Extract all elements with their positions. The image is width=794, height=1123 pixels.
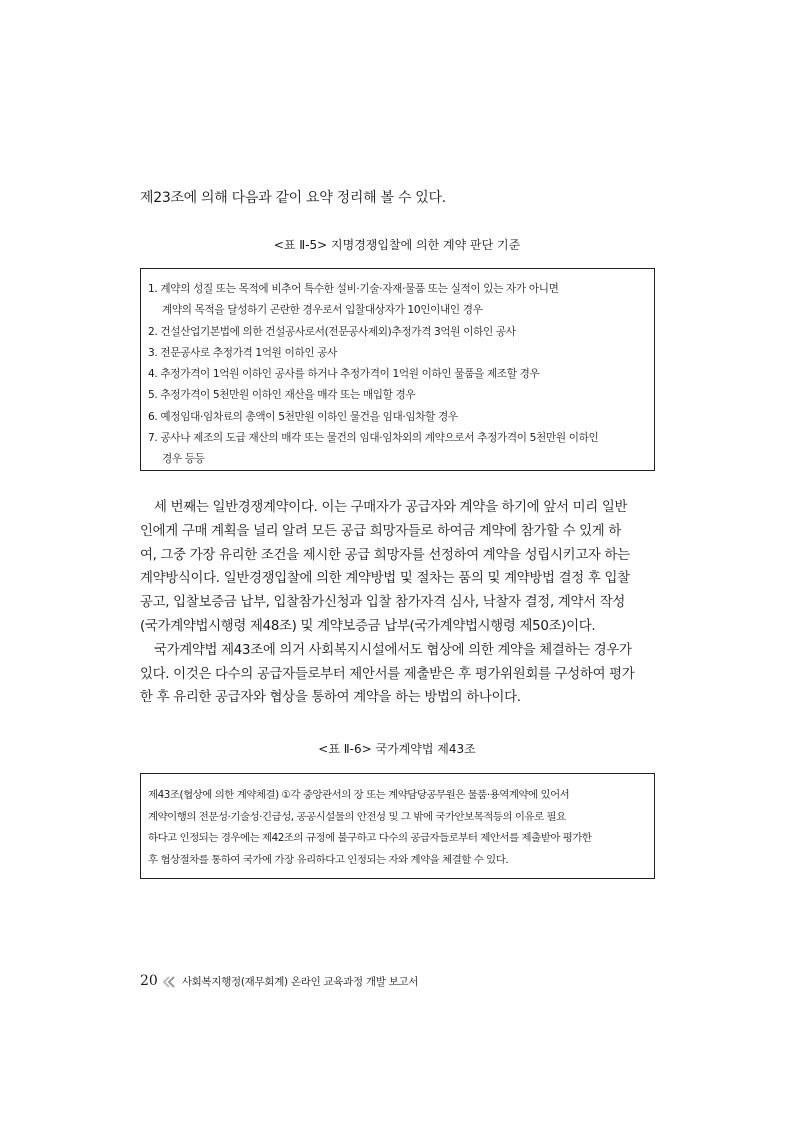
law-text-line: 계약이행의 전문성·기술성·긴급성, 공공시설물의 안전성 및 그 밖에 국가안보목적등의 이유로 필요 (148, 810, 566, 823)
intro-sentence: 제23조에 의해 다음과 같이 요약 정리해 볼 수 있다. (140, 190, 446, 206)
paragraph-line: 국가계약법 제43조에 의거 사회복지시설에서도 협상에 의한 계약을 체결하는 경우가 (154, 642, 632, 658)
law-text-line: 제43조(협상에 의한 계약체결) ①각 중앙관서의 장 또는 계약담당공무원은 물품·용역계약에 있어서 (148, 789, 570, 801)
criteria-item-7-continuation: 경우 등등 (162, 453, 205, 466)
paragraph-line: 공고, 입찰보증금 납부, 입찰참가신청과 입찰 참가자격 심사, 낙찰자 결정, 계약서 작성 (140, 595, 625, 611)
criteria-item-5: 5. 추정가격이 5천만원 이하인 재산을 매각 또는 매입할 경우 (148, 389, 416, 402)
criteria-item-2: 2. 건설산업기본법에 의한 건설공사로서(전문공사제외)추정가격 3억원 이하인 공사 (148, 325, 516, 338)
table-5-caption: <표 Ⅱ-5> 지명경쟁입찰에 의한 계약 판단 기준 (273, 238, 521, 252)
law-text-line: 하다고 인정되는 경우에는 제42조의 규정에 불구하고 다수의 공급자들로부터 제안서를 제출받아 평가한 (148, 832, 592, 844)
law-text-line: 후 협상절차를 통하여 국가에 가장 유리하다고 인정되는 자와 계약을 체결할 수 있다. (148, 853, 509, 866)
double-chevron-left-icon (162, 974, 176, 988)
criteria-item-3: 3. 전문공사로 추정가격 1억원 이하인 공사 (148, 346, 338, 359)
criteria-item-1-text: 1. 계약의 성질 또는 목적에 비추어 특수한 설비·기술·자재·물품 또는 실적이 있는 자가 아니면 (148, 283, 559, 295)
paragraph-line: 한 후 유리한 공급자와 협상을 통하여 계약을 하는 방법의 하나이다. (140, 690, 521, 706)
paragraph-line: 세 번째는 일반경쟁계약이다. 이는 구매자가 공급자와 계약을 하기에 앞서 미리 일반 (154, 500, 628, 515)
criteria-item-7-text: 7. 공사나 제조의 도급 재산의 매각 또는 물건의 임대·임차외의 계약으로서 추정가격이 5천만원 이하인 (148, 432, 599, 445)
table-6-caption: <표 Ⅱ-6> 국가계약법 제43조 (318, 742, 476, 756)
criteria-item-6: 6. 예정임대·임차료의 총액이 5천만원 이하인 물건을 임대·임차할 경우 (148, 410, 458, 423)
criteria-item-4: 4. 추정가격이 1억원 이하인 공사를 하거나 추정가격이 1억원 이하인 물품을 제조할 경우 (148, 368, 540, 381)
paragraph-line: 계약방식이다. 일반경쟁입찰에 의한 계약방법 및 절차는 품의 및 계약방법 결정 후 입찰 (140, 571, 630, 587)
criteria-item-1-continuation: 계약의 목적을 달성하기 곤란한 경우로서 입찰대상자가 10인이내인 경우 (162, 304, 483, 317)
criteria-item-1 (148, 279, 648, 322)
table-6-box (140, 773, 655, 879)
table-5-box (140, 268, 655, 471)
paragraph-line: 인에게 구매 계획을 널리 알려 모든 공급 희망자들로 하여금 계약에 참가할 수 있게 하 (140, 523, 622, 539)
report-title: 사회복지행정(재무회계) 온라인 교육과정 개발 보고서 (181, 975, 419, 988)
body-paragraphs (140, 496, 660, 710)
paragraph-line: 있다. 이것은 다수의 공급자들로부터 제안서를 제출받은 후 평가위원회를 구성하여 평가 (140, 666, 635, 682)
paragraph-line: 여, 그중 가장 유리한 조건을 제시한 공급 희망자를 선정하여 계약을 성립시키고자 하는 (140, 547, 630, 563)
page-number: 20 (140, 973, 158, 989)
page-footer (140, 973, 418, 989)
paragraph-line: (국가계약법시행령 제48조) 및 계약보증금 납부(국가계약법시행령 제50조)이다. (140, 618, 596, 634)
criteria-item-7 (148, 428, 648, 471)
